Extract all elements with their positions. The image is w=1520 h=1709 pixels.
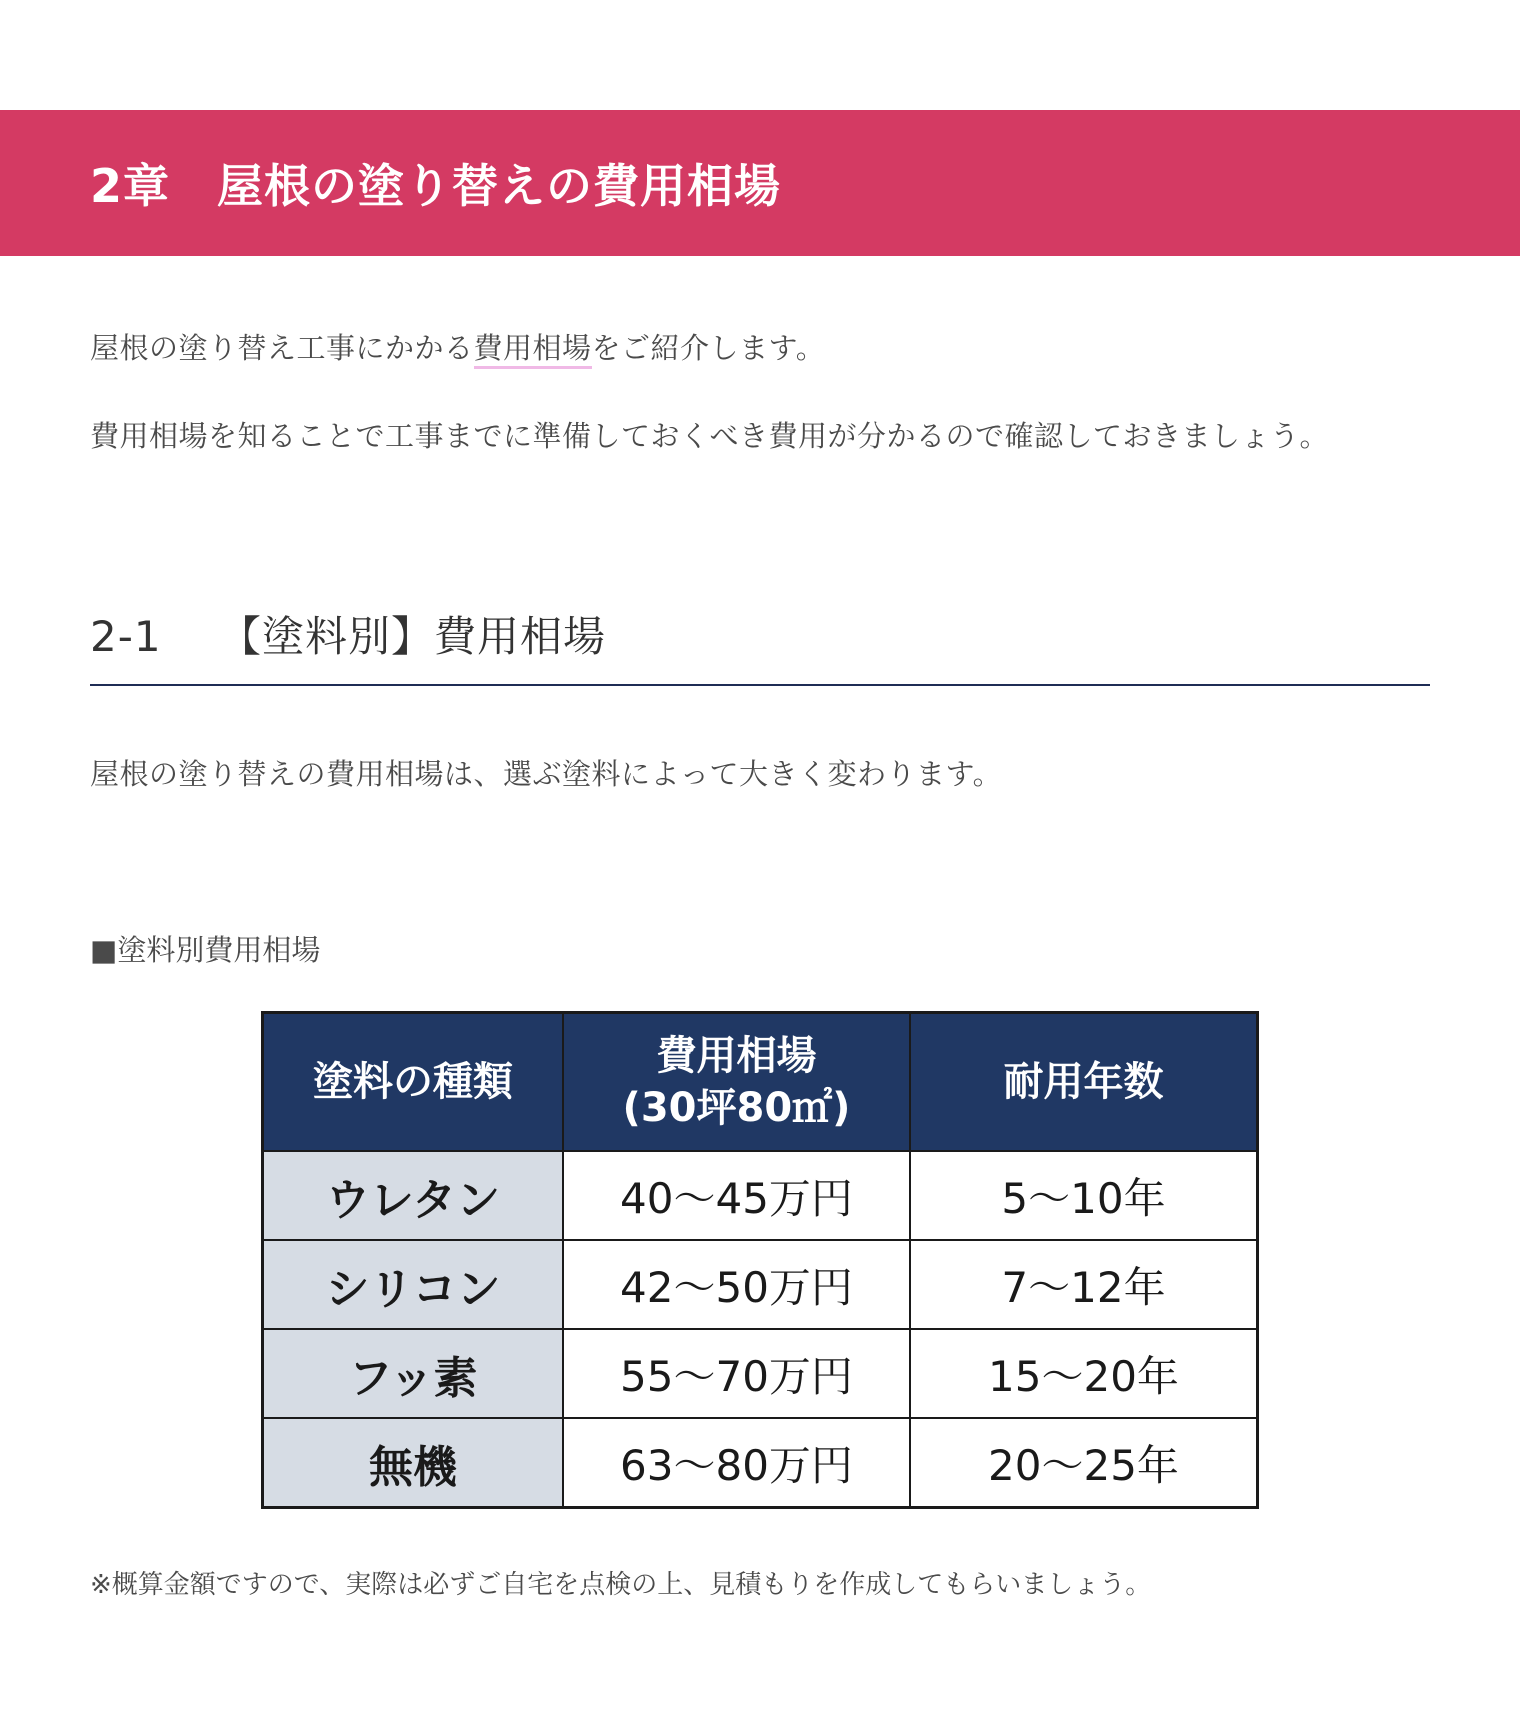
chapter-banner — [0, 110, 1520, 256]
header-cost — [563, 1013, 910, 1152]
row-years: 5〜10年 — [910, 1151, 1258, 1240]
header-years: 耐用年数 — [910, 1013, 1258, 1152]
intro-text-after: をご紹介します。 — [591, 331, 826, 365]
table-row — [263, 1329, 1258, 1418]
intro-paragraph-1 — [90, 326, 825, 367]
table-caption: ■塗料別費用相場 — [90, 933, 321, 967]
row-cost: 55〜70万円 — [563, 1329, 910, 1418]
row-years: 7〜12年 — [910, 1240, 1258, 1329]
header-cost-line2: (30坪80㎡) — [622, 1085, 851, 1131]
intro-paragraph-2: 費用相場を知ることで工事までに準備しておくべき費用が分かるので確認しておきましょう。 — [90, 419, 1330, 453]
row-type: フッ素 — [263, 1329, 564, 1418]
section-title: 2-1 【塗料別】費用相場 — [90, 612, 606, 661]
row-type: ウレタン — [263, 1151, 564, 1240]
header-type: 塗料の種類 — [263, 1013, 564, 1152]
row-type: シリコン — [263, 1240, 564, 1329]
row-years: 20〜25年 — [910, 1418, 1258, 1508]
row-cost: 40〜45万円 — [563, 1151, 910, 1240]
section-description: 屋根の塗り替えの費用相場は、選ぶ塗料によって大きく変わります。 — [90, 757, 1003, 791]
header-cost-line1: 費用相場 — [656, 1033, 817, 1079]
table-row — [263, 1418, 1258, 1508]
row-type: 無機 — [263, 1418, 564, 1508]
row-years: 15〜20年 — [910, 1329, 1258, 1418]
table-row — [263, 1240, 1258, 1329]
chapter-title: 2章 屋根の塗り替えの費用相場 — [90, 159, 782, 213]
cost-link[interactable]: 費用相場 — [474, 331, 592, 369]
table-row — [263, 1151, 1258, 1240]
row-cost: 42〜50万円 — [563, 1240, 910, 1329]
estimate-note: ※概算金額ですので、実際は必ずご自宅を点検の上、見積もりを作成してもらいましょう。 — [90, 1570, 1152, 1600]
row-cost: 63〜80万円 — [563, 1418, 910, 1508]
cost-table — [261, 1011, 1259, 1509]
section-heading — [90, 604, 1430, 686]
intro-text-before: 屋根の塗り替え工事にかかる — [90, 331, 474, 365]
table-header-row — [263, 1013, 1258, 1152]
